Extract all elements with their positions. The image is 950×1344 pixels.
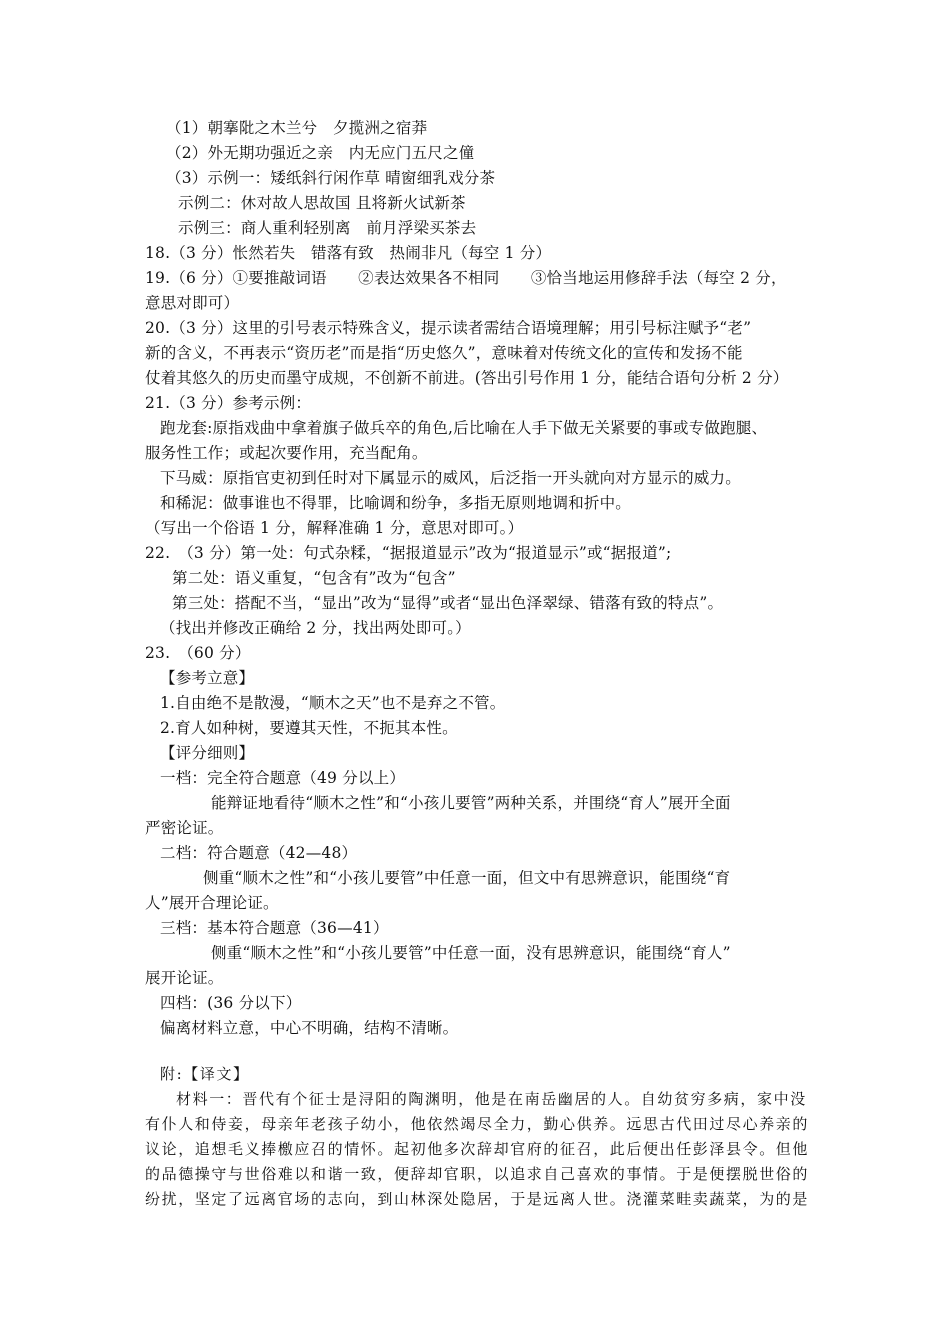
q22-line1: 22. （3 分）第一处：句式杂糅，“据报道显示”改为“报道显示”或“据报道”; (145, 544, 672, 562)
q17-part1: （1）朝搴阰之木兰兮 夕揽洲之宿莽 (166, 119, 428, 137)
q23-reference-1: 1.自由绝不是散漫，“顺木之天”也不是弃之不管。 (160, 694, 506, 712)
q19-line1: 19.（6 分）①要推敲词语 ②表达效果各不相同 ③恰当地运用修辞手法（每空 2 分， (145, 269, 787, 287)
q20-line3: 仗着其悠久的历史而墨守成规，不创新不前进。(答出引号作用 1 分，能结合语句分析 2 分） (145, 369, 789, 387)
q21-paolongtao-line1: 跑龙套:原指戏曲中拿着旗子做兵卒的角色,后比喻在人手下做无关紧要的事或专做跑腿、 (160, 419, 768, 437)
q23-reference-title: 【参考立意】 (160, 669, 255, 687)
q18-answer: 18.（3 分）怅然若失 错落有致 热闹非凡（每空 1 分） (145, 244, 552, 262)
q20-line2: 新的含义，不再表示“资历老”而是指“历史悠久”，意味着对传统文化的宣传和发扬不能 (145, 344, 743, 362)
appendix-translation-line1: 材料一：晋代有个征士是浔阳的陶渊明，他是在南岳幽居的人。自幼贫穷多病，家中没 (176, 1090, 807, 1108)
q23-tier2-line1: 侧重“顺木之性”和“小孩儿要管”中任意一面，但文中有思辨意识，能围绕“育 (203, 869, 731, 887)
q23-tier1-title: 一档：完全符合题意（49 分以上） (160, 769, 406, 787)
q23-tier3-line2: 展开论证。 (145, 969, 224, 987)
q17-example3: 示例三：商人重利轻别离 前月浮梁买茶去 (178, 219, 477, 237)
q23-tier4-line1: 偏离材料立意，中心不明确，结构不清晰。 (160, 1019, 459, 1037)
q21-heading: 21.（3 分）参考示例： (145, 394, 312, 412)
q21-scoring-note: （写出一个俗语 1 分，解释准确 1 分，意思对即可。） (145, 519, 524, 537)
q17-example2: 示例二：休对故人思故国 且将新火试新茶 (178, 194, 466, 212)
appendix-translation-line4: 的品德操守与世俗难以和谐一致，便辞却官职，以追求自己喜欢的事情。于是便摆脱世俗的 (145, 1165, 810, 1183)
q22-line2: 第二处：语义重复，“包含有”改为“包含” (172, 569, 456, 587)
q21-paolongtao-line2: 服务性工作；或起次要作用，充当配角。 (145, 444, 428, 462)
q23-tier3-line1: 侧重“顺木之性”和“小孩儿要管”中任意一面，没有思辨意识，能围绕“育人” (211, 944, 731, 962)
q21-xiamawei: 下马威：原指官吏初到任时对下属显示的威风，后泛指一开头就向对方显示的威力。 (160, 469, 741, 487)
q17-part3: （3）示例一：矮纸斜行闲作草 晴窗细乳戏分茶 (166, 169, 496, 187)
q19-line2: 意思对即可） (145, 294, 240, 312)
appendix-translation-line2: 有仆人和侍妾，母亲年老孩子幼小，他依然竭尽全力，勤心供养。远思古代田过尽心养亲的 (145, 1115, 810, 1133)
appendix-translation-line3: 议论，追想毛义捧檄应召的情怀。起初他多次辞却官府的征召，此后便出任彭泽县令。但他 (145, 1140, 810, 1158)
q22-scoring-note: （找出并修改正确给 2 分，找出两处即可。） (160, 619, 471, 637)
q23-tier1-line1: 能辩证地看待“顺木之性”和“小孩儿要管”两种关系，并围绕“育人”展开全面 (211, 794, 731, 812)
q20-line1: 20.（3 分）这里的引号表示特殊含义，提示读者需结合语境理解；用引号标注赋予“老” (145, 319, 752, 337)
q23-tier4-title: 四档：(36 分以下） (160, 994, 302, 1012)
appendix-translation-line5: 纷扰，坚定了远离官场的志向，到山林深处隐居，于是远离人世。浇灌菜畦卖蔬菜，为的是 (145, 1190, 810, 1208)
q23-rubric-title: 【评分细则】 (160, 744, 255, 762)
q23-tier2-line2: 人”展开合理论证。 (145, 894, 279, 912)
q23-tier3-title: 三档：基本符合题意（36—41） (160, 919, 389, 937)
q23-reference-2: 2.育人如种树，要遵其天性，不扼其本性。 (160, 719, 458, 737)
q17-part2: （2）外无期功强近之亲 内无应门五尺之僮 (166, 144, 475, 162)
q21-huoxini: 和稀泥：做事谁也不得罪，比喻调和纷争，多指无原则地调和折中。 (160, 494, 632, 512)
q23-tier1-line2: 严密论证。 (145, 819, 224, 837)
appendix-title: 附:【译文】 (160, 1065, 250, 1083)
q23-heading: 23. （60 分） (145, 644, 251, 662)
q22-line3: 第三处：搭配不当，“显出”改为“显得”或者“显出色泽翠绿、错落有致的特点”。 (172, 594, 724, 612)
q23-tier2-title: 二档：符合题意（42—48） (160, 844, 358, 862)
